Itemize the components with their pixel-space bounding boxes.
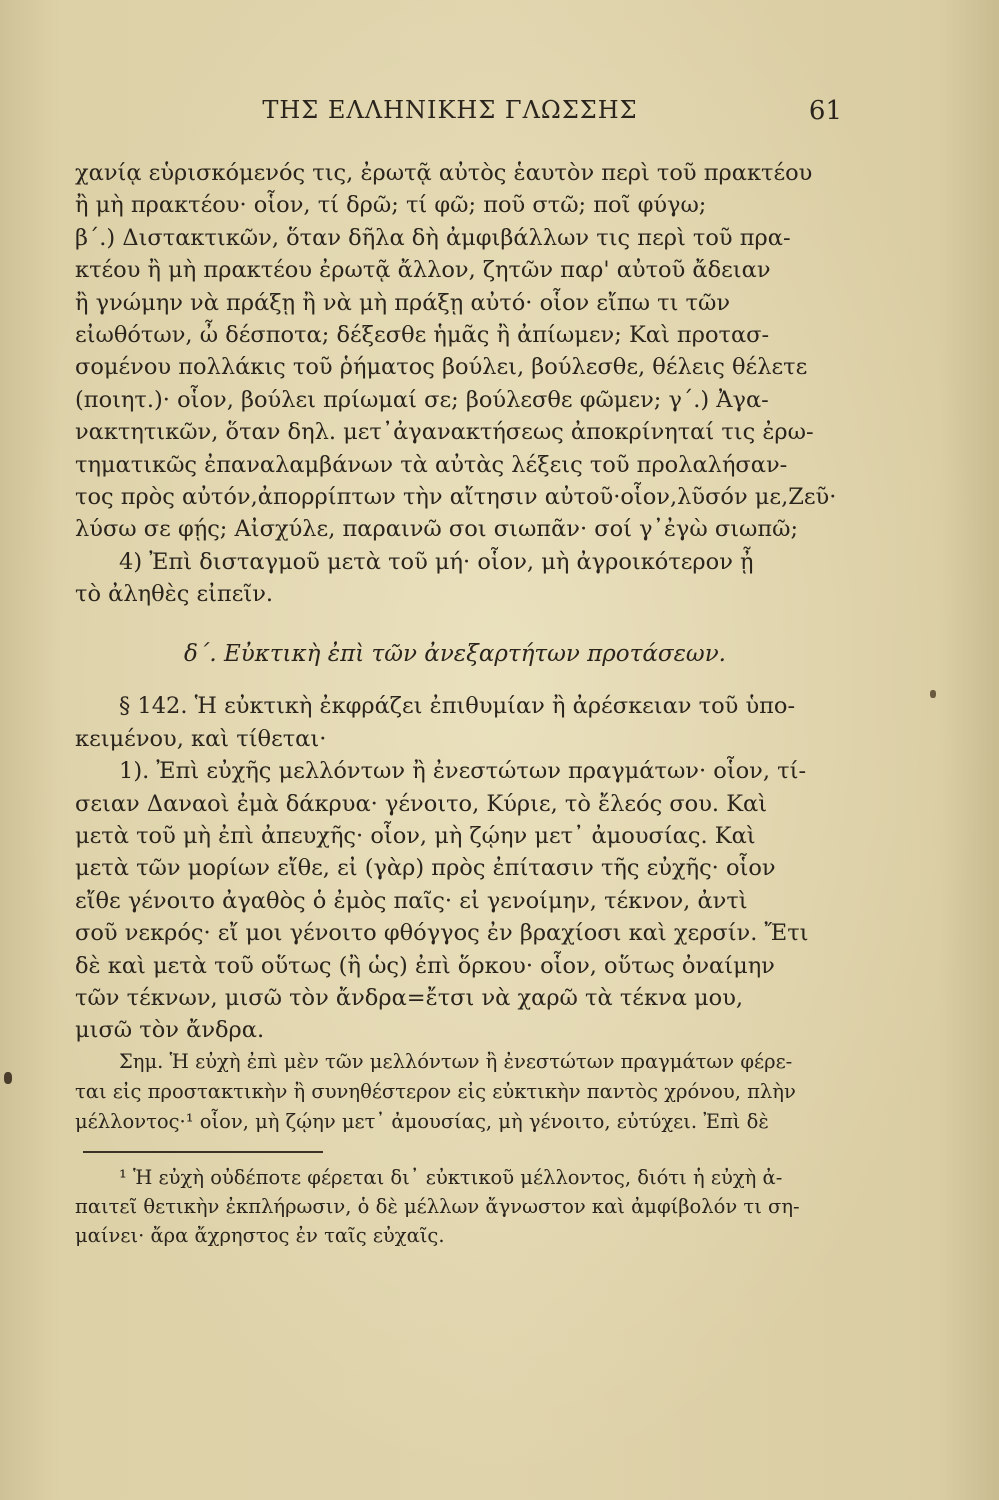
page-header xyxy=(70,96,842,130)
text-line: κτέου ἢ μὴ πρακτέου ἐρωτᾷ ἄλλον, ζητῶν παρ' αὐτοῦ ἄδειαν xyxy=(75,257,771,284)
note-line: Σημ. Ἡ εὐχὴ ἐπὶ μὲν τῶν μελλόντων ἢ ἐνεστώτων πραγμάτων φέρε- xyxy=(119,1049,793,1073)
text-line: ἢ γνώμην νὰ πράξῃ ἢ νὰ μὴ πράξῃ αὐτό· οἷον εἴπω τι τῶν xyxy=(75,289,731,316)
text-line: κειμένου, καὶ τίθεται· xyxy=(75,725,327,752)
text-line: 1). Ἐπὶ εὐχῆς μελλόντων ἢ ἐνεστώτων πραγμάτων· οἷον, τί- xyxy=(119,758,807,785)
text-line: τηματικῶς ἐπαναλαμβάνων τὰ αὐτὰς λέξεις τοῦ προλαλήσαν- xyxy=(75,451,788,478)
footnote-line: ¹ Ἡ εὐχὴ οὐδέποτε φέρεται δι᾽ εὐκτικοῦ μέλλοντος, διότι ἡ εὐχὴ ἀ- xyxy=(119,1165,783,1189)
page-number: 61 xyxy=(808,96,842,126)
running-title: ΤΗΣ ΕΛΛΗΝΙΚΗΣ ΓΛΩΣΣΗΣ xyxy=(262,96,638,124)
text-line: μετὰ τῶν μορίων εἴθε, εἰ (γὰρ) πρὸς ἐπίτασιν τῆς εὐχῆς· οἷον xyxy=(75,855,776,882)
page-body xyxy=(75,157,835,1250)
spacer xyxy=(75,610,835,634)
text-line: χανίᾳ εὑρισκόμενός τις, ἐρωτᾷ αὐτὸς ἑαυτὸν περὶ τοῦ πρακτέου xyxy=(75,160,813,186)
text-line: εἰωθότων, ὦ δέσποτα; δέξεσθε ἡμᾶς ἢ ἀπίωμεν; Καὶ προτασ- xyxy=(75,321,770,348)
footnote-line: παιτεῖ θετικὴν ἐκπλήρωσιν, ὁ δὲ μέλλων ἄγνωστον καὶ ἀμφίβολόν τι ση- xyxy=(75,1194,800,1218)
text-line: μισῶ τὸν ἄνδρα. xyxy=(75,1017,265,1044)
text-line: δὲ καὶ μετὰ τοῦ οὕτως (ἢ ὡς) ἐπὶ ὅρκου· οἷον, οὕτως ὀναίμην xyxy=(75,952,775,979)
note-line: μέλλοντος·¹ οἷον, μὴ ζῴην μετ᾽ ἀμουσίας, μὴ γένοιτο, εὐτύχει. Ἐπὶ δὲ xyxy=(75,1109,769,1133)
text-line: εἴθε γένοιτο ἀγαθὸς ὁ ἐμὸς παῖς· εἰ γενοίμην, τέκνον, ἀντὶ xyxy=(75,887,748,914)
text-line: τος πρὸς αὐτόν,ἀπορρίπτων τὴν αἴτησιν αὐτοῦ·οἷον,λῦσόν με,Ζεῦ· xyxy=(75,483,837,510)
text-line: σειαν Δαναοὶ ἐμὰ δάκρυα· γένοιτο, Κύριε, τὸ ἔλεός σου. Καὶ xyxy=(75,790,768,817)
text-line: ἢ μὴ πρακτέου· οἷον, τί δρῶ; τί φῶ; ποῦ στῶ; ποῖ φύγω; xyxy=(75,192,707,219)
text-line: τῶν τέκνων, μισῶ τὸν ἄνδρα=ἔτσι νὰ χαρῶ τὰ τέκνα μου, xyxy=(75,984,744,1011)
text-line: σομένου πολλάκις τοῦ ῥήματος βούλει, βούλεσθε, θέλεις θέλετε xyxy=(75,354,808,381)
text-line: § 142. Ἡ εὐκτικὴ ἐκφράζει ἐπιθυμίαν ἢ ἀρέσκειαν τοῦ ὑπο- xyxy=(119,693,796,720)
text-line: σοῦ νεκρός· εἴ μοι γένοιτο φθόγγος ἐν βραχίοσι καὶ χερσίν. Ἔτι xyxy=(75,920,809,947)
section-title: δ΄. Εὐκτικὴ ἐπὶ τῶν ἀνεξαρτήτων προτάσεων. xyxy=(184,641,726,668)
ink-blot xyxy=(930,690,936,698)
text-line: μετὰ τοῦ μὴ ἐπὶ ἀπευχῆς· οἷον, μὴ ζῴην μετ᾽ ἀμουσίας. Καὶ xyxy=(75,823,756,850)
text-line: 4) Ἐπὶ δισταγμοῦ μετὰ τοῦ μή· οἷον, μὴ ἀγροικότερον ᾖ xyxy=(119,548,754,575)
footnote-rule xyxy=(83,1151,323,1153)
text-line: νακτητικῶν, ὅταν δηλ. μετ᾽ἀγανακτήσεως ἀποκρίνηταί τις ἐρω- xyxy=(75,419,814,446)
note-line: ται εἰς προστακτικὴν ἢ συνηθέστερον εἰς εὐκτικὴν παντὸς χρόνου, πλὴν xyxy=(75,1079,796,1103)
text-line: λύσω σε φῄς; Αἰσχύλε, παραινῶ σοι σιωπᾶν· σοί γ᾽ἐγὼ σιωπῶ; xyxy=(75,516,799,543)
ink-blot xyxy=(4,1072,12,1084)
footnote-line: μαίνει· ἄρα ἄχρηστος ἐν ταῖς εὐχαῖς. xyxy=(75,1223,445,1247)
text-line: τὸ ἀληθὲς εἰπεῖν. xyxy=(75,581,274,608)
text-line: β΄.) Διστακτικῶν, ὅταν δῆλα δὴ ἀμφιβάλλων τις περὶ τοῦ πρα- xyxy=(75,224,791,251)
text-line: (ποιητ.)· οἷον, βούλει πρίωμαί σε; βούλεσθε φῶμεν; γ΄.) Ἀγα- xyxy=(75,386,769,413)
